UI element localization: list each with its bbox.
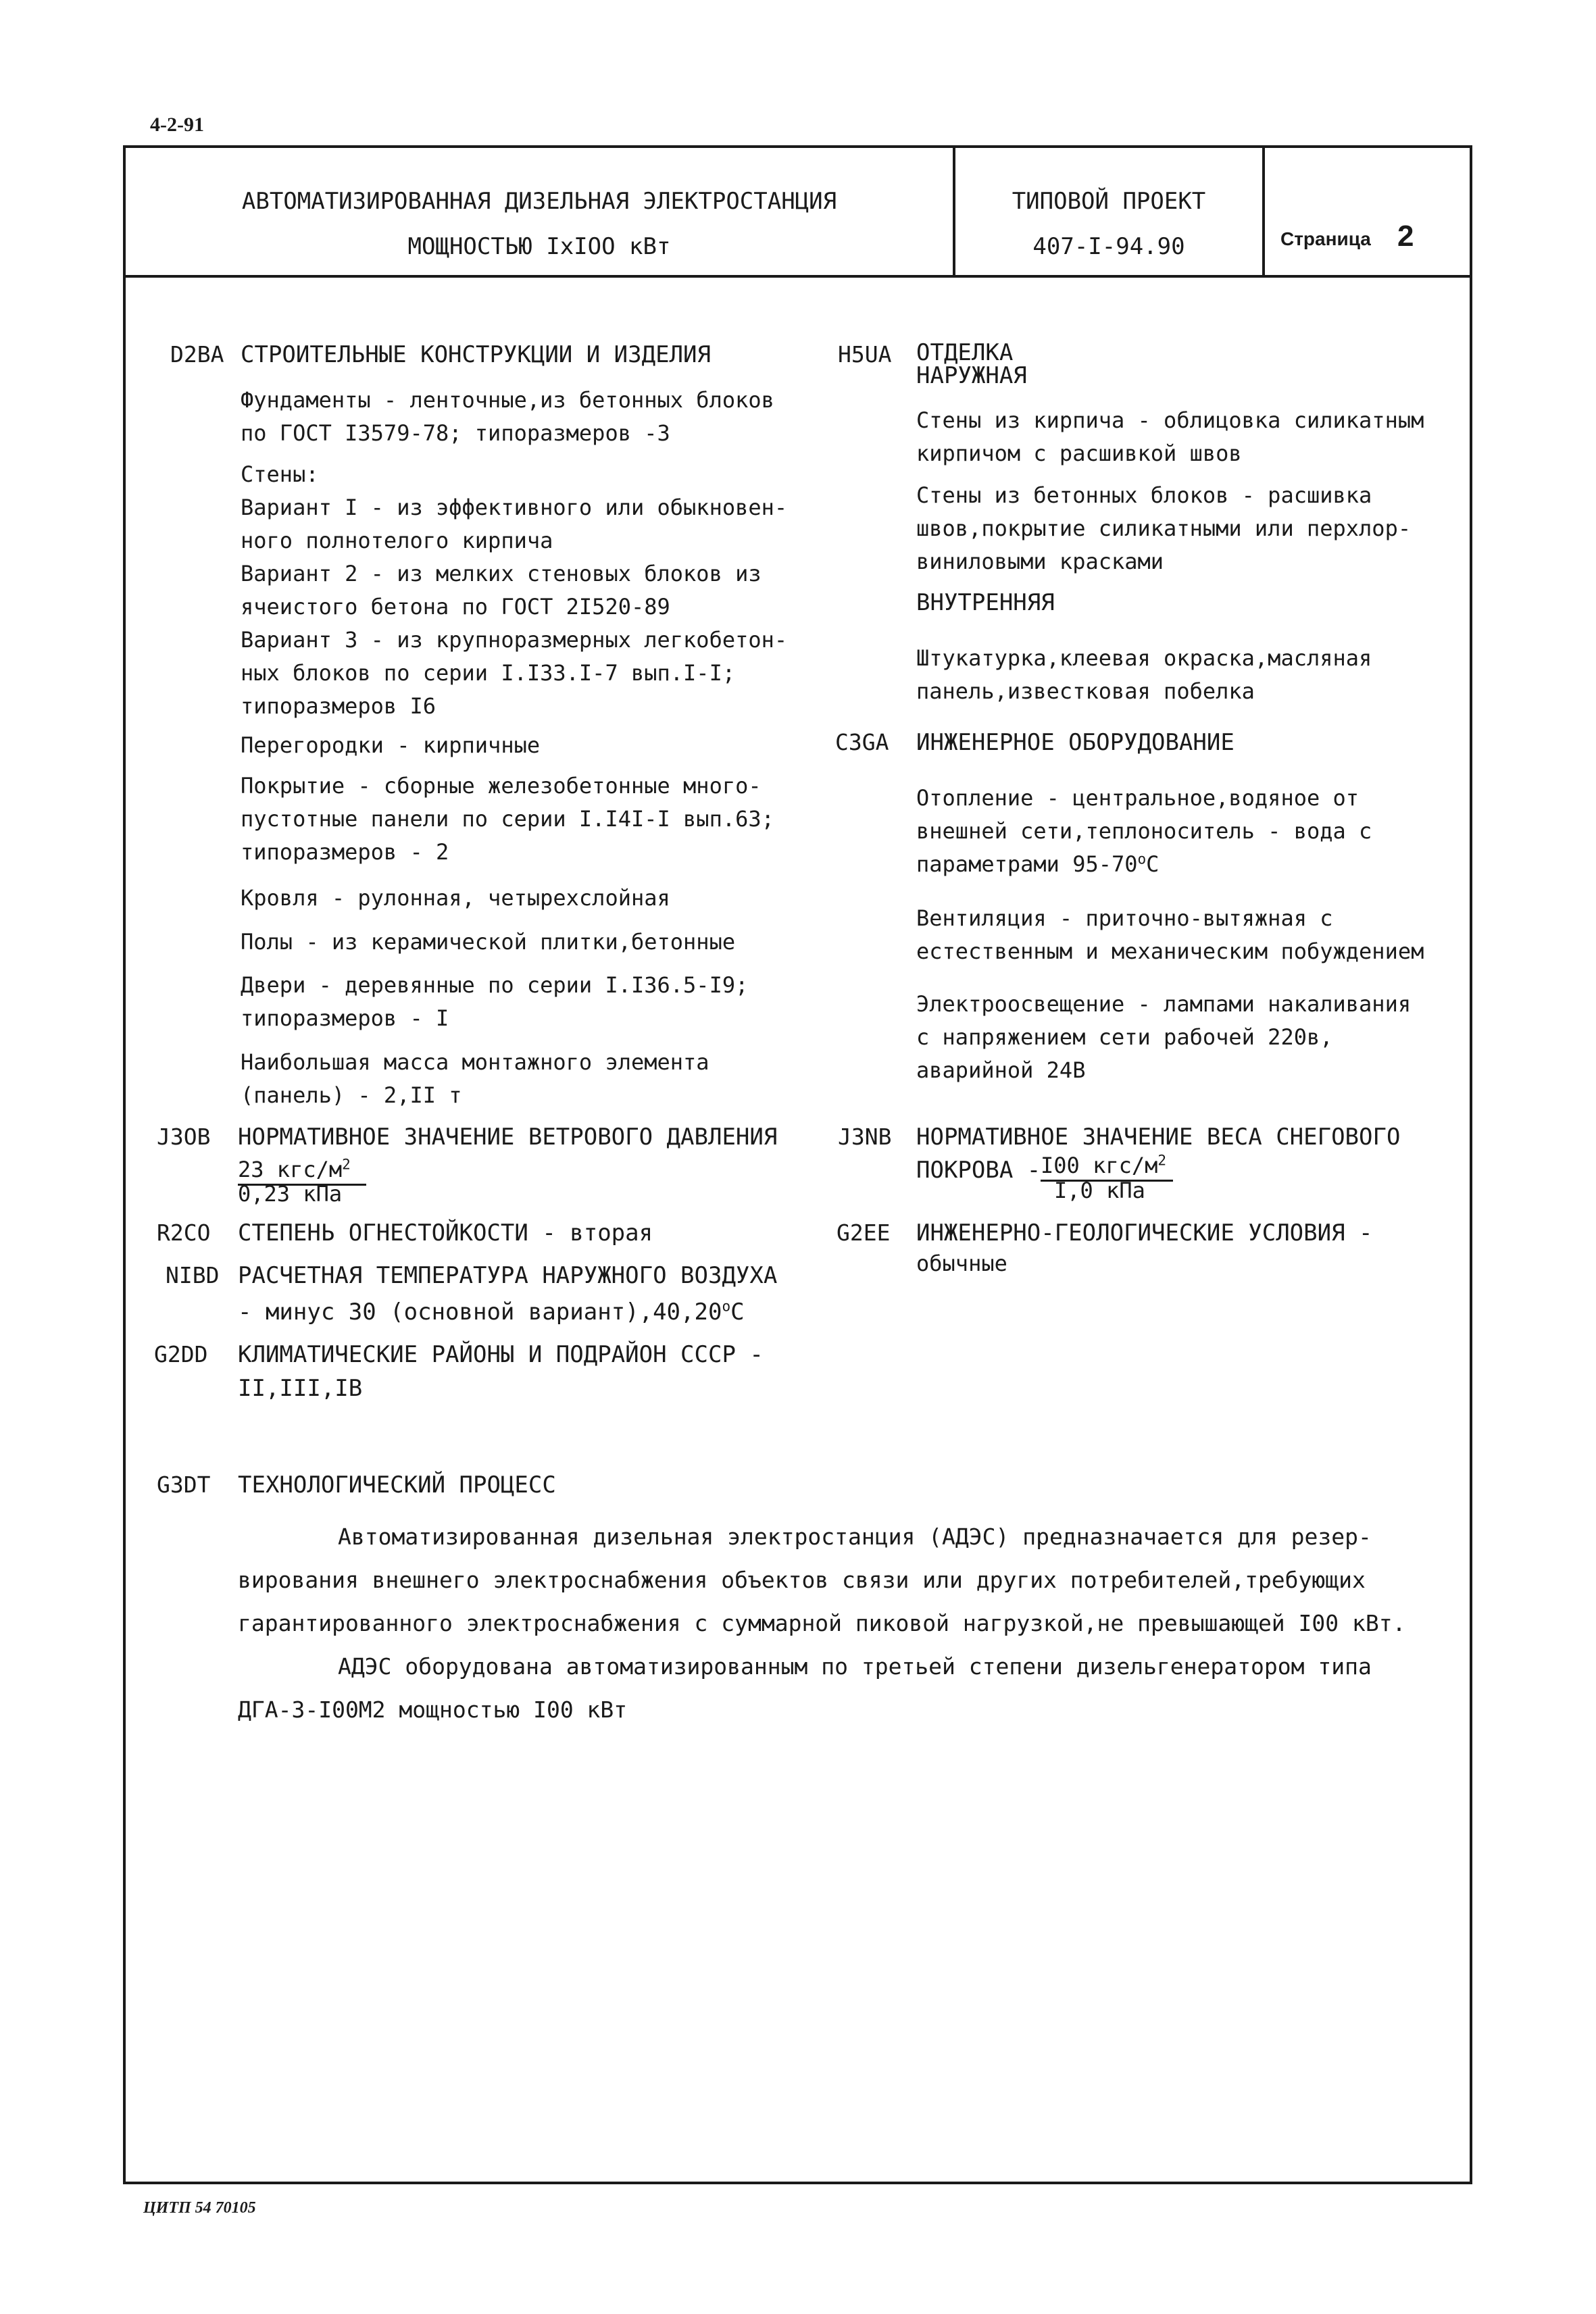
wind-numerator: 23 кгс/$м^2$ <box>238 1156 351 1182</box>
heading-engineering: ИНЖЕНЕРНОЕ ОБОРУДОВАНИЕ <box>916 729 1235 756</box>
code-c3ga: C3GA <box>835 729 889 755</box>
code-nibd: NIBD <box>166 1262 220 1288</box>
text-floors: Полы - из керамической плитки,бетонные <box>241 929 736 955</box>
document-title-line1: АВТОМАТИЗИРОВАННАЯ ДИЗЕЛЬНАЯ ЭЛЕКТРОСТАНЦИЯ <box>241 188 837 215</box>
text-internal-finish: Штукатурка,клеевая окраска,масляная панель,известковая побелка <box>916 645 1372 704</box>
page-number: 2 <box>1397 220 1414 253</box>
corner-code: 4-2-91 <box>150 114 204 136</box>
heading-process: ТЕХНОЛОГИЧЕСКИЙ ПРОЦЕСС <box>238 1472 556 1499</box>
heading-wind-pressure: НОРМАТИВНОЕ ЗНАЧЕНИЕ ВЕТРОВОГО ДАВЛЕНИЯ <box>238 1124 778 1151</box>
header-separator-2 <box>1262 145 1265 278</box>
project-label: ТИПОВОЙ ПРОЕКТ <box>1012 188 1206 215</box>
document-title-line2: МОЩНОСТЬЮ IxIOO кВт <box>407 233 671 260</box>
text-fire-resistance: СТЕПЕНЬ ОГНЕСТОЙКОСТИ - вторая <box>238 1219 653 1247</box>
code-g3dt: G3DT <box>157 1472 211 1498</box>
header-divider <box>123 275 1472 278</box>
text-max-mass: Наибольшая масса монтажного элемента (панель) - 2,II т <box>241 1049 709 1108</box>
text-doors: Двери - деревянные по серии I.I36.5-I9; типоразмеров - I <box>241 972 749 1031</box>
text-brick-walls-finish: Стены из кирпича - облицовка силикатным кирпичом с расшивкой швов <box>916 407 1424 466</box>
footer-stamp: ЦИТП 54 70105 <box>143 2199 256 2217</box>
text-partitions: Перегородки - кирпичные <box>241 732 541 758</box>
code-d2ba: D2BA <box>170 341 224 368</box>
project-number: 407-I-94.90 <box>1032 233 1185 260</box>
heading-finishing: ОТДЕЛКА НАРУЖНАЯ <box>916 339 1027 389</box>
text-lighting: Электроосвещение - лампами накаливания с напряжением сети рабочей 220в, аварийной 24В <box>916 991 1412 1083</box>
process-line-4: АДЭС оборудована автоматизированным по третьей степени дизельгенератором типа <box>338 1653 1372 1680</box>
process-line-3: гарантированного электроснабжения с суммарной пиковой нагрузкой,не превышающей I00 кВт. <box>238 1610 1406 1636</box>
code-j3nb: J3NB <box>838 1124 892 1150</box>
text-ventilation: Вентиляция - приточно-вытяжная с естественным и механическим побуждением <box>916 905 1424 964</box>
snow-denominator: I,0 кПа <box>1054 1178 1145 1203</box>
text-roof: Кровля - рулонная, четырехслойная <box>241 885 670 911</box>
code-g2dd: G2DD <box>154 1341 208 1367</box>
snow-numerator: I00 кгс/$м^2$ <box>1041 1152 1167 1178</box>
page-label: Страница <box>1280 228 1371 249</box>
text-block-walls-finish: Стены из бетонных блоков - расшивка швов,покрытие силикатными или перхлор- виниловыми красками <box>916 482 1412 574</box>
wind-denominator: 0,23 кПа <box>238 1181 343 1207</box>
code-r2co: R2CO <box>157 1219 211 1246</box>
text-climate-regions: КЛИМАТИЧЕСКИЕ РАЙОНЫ И ПОДРАЙОН СССР - II,III,IB <box>238 1341 764 1402</box>
process-line-1: Автоматизированная дизельная электростанция (АДЭС) предназначается для резер- <box>338 1524 1372 1550</box>
process-line-2: вирования внешнего электроснабжения объектов связи или других потребителей,требующих <box>238 1567 1366 1593</box>
heading-snow-load: НОРМАТИВНОЕ ЗНАЧЕНИЕ ВЕСА СНЕГОВОГО <box>916 1124 1401 1151</box>
text-heating: Отопление - центральное,водяное от внешней сети,теплоноситель - вода с параметрами 95-70$^o$C <box>916 785 1372 877</box>
heading-internal: ВНУТРЕННЯЯ <box>916 589 1055 616</box>
snow-load-prefix: ПОКРОВА - <box>916 1157 1041 1184</box>
code-j3ob: J3OB <box>157 1124 211 1150</box>
text-design-temperature: РАСЧЕТНАЯ ТЕМПЕРАТУРА НАРУЖНОГО ВОЗДУХА - минус 30 (основной вариант),40,20$^o$C <box>238 1262 778 1326</box>
code-h5ua: H5UA <box>838 341 892 368</box>
text-walls: Стены: Вариант I - из эффективного или обыкновен- ного полнотелого кирпича Вариант 2 - из мелких стеновых блоков из ячеистого бетона по ГОСТ 2I520-89 Вариант 3 - из крупноразмерных легкобетон- ных блоков по серии I.I33.I-7 вып.I-I; типоразмеров I6 <box>241 461 788 719</box>
process-line-5: ДГА-3-I00M2 мощностью I00 кВт <box>238 1696 628 1723</box>
text-foundations: Фундаменты - ленточные,из бетонных блоков по ГОСТ I3579-78; типоразмеров -3 <box>241 387 774 446</box>
text-geology: ИНЖЕНЕРНО-ГЕОЛОГИЧЕСКИЕ УСЛОВИЯ - обычные <box>916 1219 1373 1276</box>
text-roofing: Покрытие - сборные железобетонные много- пустотные панели по серии I.I4I-I вып.63; типоразмеров - 2 <box>241 773 774 865</box>
heading-structures: СТРОИТЕЛЬНЫЕ КОНСТРУКЦИИ И ИЗДЕЛИЯ <box>241 341 711 368</box>
code-g2ee: G2EE <box>837 1219 891 1246</box>
